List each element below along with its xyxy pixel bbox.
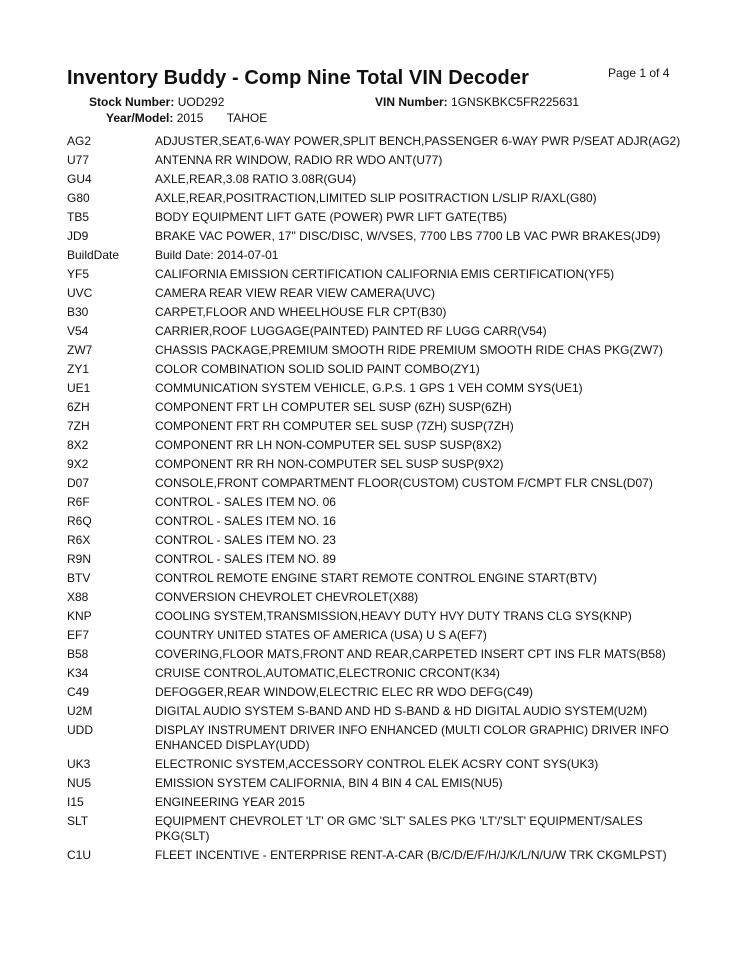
code-row xyxy=(67,814,687,844)
option-description: COMMUNICATION SYSTEM VEHICLE, G.P.S. 1 GPS 1 VEH COMM SYS(UE1) xyxy=(155,381,583,395)
option-code: BTV xyxy=(67,571,91,585)
code-row xyxy=(67,419,687,434)
option-code: SLT xyxy=(67,814,89,828)
option-description: CONSOLE,FRONT COMPARTMENT FLOOR(CUSTOM) CUSTOM F/CMPT FLR CNSL(D07) xyxy=(155,476,653,490)
option-code: AG2 xyxy=(67,134,92,148)
code-row xyxy=(67,647,687,662)
year-model xyxy=(106,111,267,125)
option-description: AXLE,REAR,POSITRACTION,LIMITED SLIP POSITRACTION L/SLIP R/AXL(G80) xyxy=(155,191,597,205)
option-code: UDD xyxy=(67,723,93,737)
option-description: COLOR COMBINATION SOLID SOLID PAINT COMBO(ZY1) xyxy=(155,362,480,376)
option-description: AXLE,REAR,3.08 RATIO 3.08R(GU4) xyxy=(155,172,357,186)
option-code: K34 xyxy=(67,666,89,680)
option-description: CHASSIS PACKAGE,PREMIUM SMOOTH RIDE PREMIUM SMOOTH RIDE CHAS PKG(ZW7) xyxy=(155,343,663,357)
option-description: COOLING SYSTEM,TRANSMISSION,HEAVY DUTY HVY DUTY TRANS CLG SYS(KNP) xyxy=(155,609,632,623)
option-code: R6F xyxy=(67,495,90,509)
code-row xyxy=(67,685,687,700)
option-code-list xyxy=(67,134,687,867)
option-description: FLEET INCENTIVE - ENTERPRISE RENT-A-CAR (B/C/D/E/F/H/J/K/L/N/U/W TRK CKGMLPST) xyxy=(155,848,667,862)
code-row xyxy=(67,514,687,529)
option-description: COMPONENT RR RH NON-COMPUTER SEL SUSP SUSP(9X2) xyxy=(155,457,504,471)
option-code: UK3 xyxy=(67,757,91,771)
option-description: DIGITAL AUDIO SYSTEM S-BAND AND HD S-BAND & HD DIGITAL AUDIO SYSTEM(U2M) xyxy=(155,704,648,718)
document-title: Inventory Buddy - Comp Nine Total VIN Decoder xyxy=(67,67,529,89)
option-code: GU4 xyxy=(67,172,92,186)
option-code: YF5 xyxy=(67,267,90,281)
option-code: U2M xyxy=(67,704,93,718)
code-row xyxy=(67,476,687,491)
option-description: DISPLAY INSTRUMENT DRIVER INFO ENHANCED (MULTI COLOR GRAPHIC) DRIVER INFO ENHANCED DISPLAY(UDD) xyxy=(155,723,669,752)
option-description: COMPONENT FRT RH COMPUTER SEL SUSP (7ZH) SUSP(7ZH) xyxy=(155,419,514,433)
code-row xyxy=(67,571,687,586)
option-description: BRAKE VAC POWER, 17" DISC/DISC, W/VSES, 7700 LBS 7700 LB VAC PWR BRAKES(JD9) xyxy=(155,229,661,243)
code-row xyxy=(67,795,687,810)
code-row xyxy=(67,381,687,396)
option-code: B30 xyxy=(67,305,89,319)
option-code: UE1 xyxy=(67,381,91,395)
code-row xyxy=(67,172,687,187)
option-code: I15 xyxy=(67,795,84,809)
option-description: BODY EQUIPMENT LIFT GATE (POWER) PWR LIFT GATE(TB5) xyxy=(155,210,508,224)
option-description: COMPONENT RR LH NON-COMPUTER SEL SUSP SUSP(8X2) xyxy=(155,438,502,452)
option-code: 7ZH xyxy=(67,419,90,433)
option-description: ANTENNA RR WINDOW, RADIO RR WDO ANT(U77) xyxy=(155,153,443,167)
option-code: V54 xyxy=(67,324,89,338)
option-code: R9N xyxy=(67,552,92,566)
option-code: 9X2 xyxy=(67,457,89,471)
option-description: CONTROL REMOTE ENGINE START REMOTE CONTROL ENGINE START(BTV) xyxy=(155,571,598,585)
year-model-label: Year/Model: xyxy=(106,111,174,125)
option-description: ELECTRONIC SYSTEM,ACCESSORY CONTROL ELEK ACSRY CONT SYS(UK3) xyxy=(155,757,599,771)
option-code: UVC xyxy=(67,286,93,300)
option-code: C49 xyxy=(67,685,90,699)
code-row xyxy=(67,628,687,643)
code-row xyxy=(67,153,687,168)
option-code: C1U xyxy=(67,848,92,862)
vin-number-label: VIN Number: xyxy=(375,95,448,109)
code-row xyxy=(67,776,687,791)
option-code: TB5 xyxy=(67,210,90,224)
option-description: CONTROL - SALES ITEM NO. 06 xyxy=(155,495,336,509)
code-row xyxy=(67,362,687,377)
option-description: CRUISE CONTROL,AUTOMATIC,ELECTRONIC CRCONT(K34) xyxy=(155,666,500,680)
stock-number-label: Stock Number: xyxy=(89,95,175,109)
option-description: COMPONENT FRT LH COMPUTER SEL SUSP (6ZH) SUSP(6ZH) xyxy=(155,400,512,414)
option-description: EQUIPMENT CHEVROLET 'LT' OR GMC 'SLT' SALES PKG 'LT'/'SLT' EQUIPMENT/SALES PKG(SLT) xyxy=(155,814,643,843)
option-description: CAMERA REAR VIEW REAR VIEW CAMERA(UVC) xyxy=(155,286,436,300)
code-row xyxy=(67,400,687,415)
option-code: R6Q xyxy=(67,514,92,528)
option-description: CARRIER,ROOF LUGGAGE(PAINTED) PAINTED RF LUGG CARR(V54) xyxy=(155,324,547,338)
code-row xyxy=(67,848,687,863)
year-value: 2015 xyxy=(176,111,204,125)
option-description: CONTROL - SALES ITEM NO. 23 xyxy=(155,533,336,547)
option-code: BuildDate xyxy=(67,248,120,262)
code-row xyxy=(67,229,687,244)
option-code: R6X xyxy=(67,533,91,547)
option-description: CARPET,FLOOR AND WHEELHOUSE FLR CPT(B30) xyxy=(155,305,447,319)
option-code: NU5 xyxy=(67,776,92,790)
option-description: ADJUSTER,SEAT,6-WAY POWER,SPLIT BENCH,PASSENGER 6-WAY PWR P/SEAT ADJR(AG2) xyxy=(155,134,681,148)
code-row xyxy=(67,286,687,301)
option-code: X88 xyxy=(67,590,89,604)
code-row xyxy=(67,666,687,681)
code-row xyxy=(67,457,687,472)
code-row xyxy=(67,552,687,567)
option-description: CONVERSION CHEVROLET CHEVROLET(X88) xyxy=(155,590,419,604)
option-description: COUNTRY UNITED STATES OF AMERICA (USA) U S A(EF7) xyxy=(155,628,487,642)
option-code: ZW7 xyxy=(67,343,93,357)
code-row xyxy=(67,248,687,263)
page-number: Page 1 of 4 xyxy=(608,66,670,80)
code-row xyxy=(67,609,687,624)
option-description: EMISSION SYSTEM CALIFORNIA, BIN 4 BIN 4 CAL EMIS(NU5) xyxy=(155,776,503,790)
option-code: JD9 xyxy=(67,229,89,243)
option-description: CALIFORNIA EMISSION CERTIFICATION CALIFORNIA EMIS CERTIFICATION(YF5) xyxy=(155,267,615,281)
option-description: Build Date: 2014-07-01 xyxy=(155,248,279,262)
code-row xyxy=(67,210,687,225)
vin-number xyxy=(375,95,579,109)
option-code: D07 xyxy=(67,476,90,490)
stock-number xyxy=(89,95,224,109)
vin-number-value: 1GNSKBKC5FR225631 xyxy=(451,95,580,109)
code-row xyxy=(67,324,687,339)
code-row xyxy=(67,305,687,320)
option-code: KNP xyxy=(67,609,92,623)
option-description: ENGINEERING YEAR 2015 xyxy=(155,795,305,809)
code-row xyxy=(67,267,687,282)
option-code: G80 xyxy=(67,191,90,205)
option-code: ZY1 xyxy=(67,362,90,376)
code-row xyxy=(67,495,687,510)
stock-number-value: UOD292 xyxy=(177,95,225,109)
code-row xyxy=(67,704,687,719)
option-code: EF7 xyxy=(67,628,90,642)
option-code: U77 xyxy=(67,153,90,167)
code-row xyxy=(67,757,687,772)
option-code: 8X2 xyxy=(67,438,89,452)
code-row xyxy=(67,191,687,206)
option-description: CONTROL - SALES ITEM NO. 16 xyxy=(155,514,336,528)
code-row xyxy=(67,590,687,605)
code-row xyxy=(67,533,687,548)
code-row xyxy=(67,134,687,149)
option-description: DEFOGGER,REAR WINDOW,ELECTRIC ELEC RR WDO DEFG(C49) xyxy=(155,685,534,699)
code-row xyxy=(67,723,687,753)
option-description: CONTROL - SALES ITEM NO. 89 xyxy=(155,552,336,566)
code-row xyxy=(67,343,687,358)
code-row xyxy=(67,438,687,453)
option-description: COVERING,FLOOR MATS,FRONT AND REAR,CARPETED INSERT CPT INS FLR MATS(B58) xyxy=(155,647,666,661)
model-value: TAHOE xyxy=(226,111,268,125)
option-code: B58 xyxy=(67,647,89,661)
option-code: 6ZH xyxy=(67,400,90,414)
